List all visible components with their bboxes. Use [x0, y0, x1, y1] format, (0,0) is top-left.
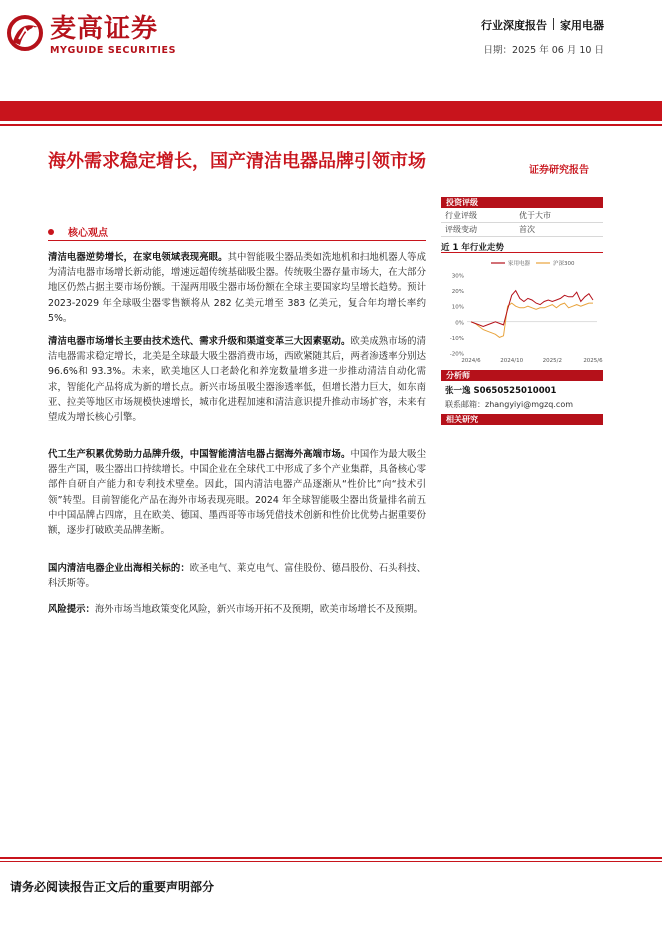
paragraph-text: 海外市场当地政策变化风险，新兴市场开拓不及预期，欧美市场增长不及预期。 — [94, 604, 424, 615]
brand-name-en: MYGUIDE SECURITIES — [50, 45, 177, 56]
analyst-name: 张一逸 S0650525010001 — [445, 386, 557, 396]
rating-value: 首次 — [519, 225, 535, 234]
paragraph-lead: 风险提示： — [48, 604, 95, 615]
x-tick-label: 2025/6 — [583, 358, 603, 364]
y-tick-label: 10% — [451, 304, 464, 311]
series-line — [471, 303, 593, 337]
y-tick-label: 0% — [455, 320, 464, 327]
report-type: 证券研究报告 — [529, 165, 589, 176]
paragraph-lead: 清洁电器逆势增长，在家电领域表现亮眼。 — [48, 252, 228, 263]
report-title: 海外需求稳定增长，国产清洁电器品牌引领市场 — [48, 151, 426, 172]
footer-rule — [0, 857, 662, 859]
rating-header: 投资评级 — [441, 197, 603, 208]
brand-logo-icon — [6, 15, 44, 51]
series-line — [471, 291, 593, 327]
paragraph-text: 欧圣电气、莱克电气、富佳股份、德昌股份、石头科技、科沃斯等。 — [48, 563, 426, 590]
paragraph-2 — [48, 334, 426, 425]
report-category-label: 行业深度报告 — [481, 19, 547, 32]
x-tick-label: 2024/6 — [461, 358, 481, 364]
paragraph-1 — [48, 250, 426, 326]
paragraph-5 — [48, 602, 426, 617]
legend-label: 家用电器 — [508, 261, 531, 267]
footer-rule-thin — [0, 861, 662, 862]
paragraph-3 — [48, 447, 426, 538]
rating-label: 评级变动 — [445, 225, 477, 234]
analyst-email: 联系邮箱：zhangyiyi@mgzq.com — [445, 400, 574, 409]
trend-chart-frame — [441, 252, 603, 376]
y-tick-label: 20% — [451, 289, 464, 296]
y-tick-label: -20% — [449, 351, 464, 358]
report-category — [481, 17, 604, 33]
trend-chart — [441, 253, 603, 375]
paragraph-lead: 清洁电器市场增长主要由技术迭代、需求升级和渠道变革三大因素驱动。 — [48, 336, 351, 347]
industry-label: 家用电器 — [560, 19, 604, 32]
paragraph-lead: 代工生产积累优势助力品牌升级，中国智能清洁电器占据海外高端市场。 — [48, 449, 351, 460]
analyst-header: 分析师 — [441, 370, 603, 381]
rating-value: 优于大市 — [519, 211, 551, 220]
y-tick-label: -10% — [449, 335, 464, 342]
legend-label: 沪深300 — [553, 261, 575, 267]
section-rule — [48, 240, 426, 241]
paragraph-text: 其中智能吸尘器品类如洗地机和扫地机器人等成为清洁电器市场增长新动能，增速远超传统基础吸尘器。传统吸尘器存量市场大，在大部分地区仍然占据主要市场份额。干湿两用吸尘器市场份额在全球主要国家均呈增长趋势。预计 2023-2029 年全球吸尘器零售额将从 282 亿美元增至 383 亿美元，复合年均增长率约 5%。 — [48, 252, 426, 324]
paragraph-text: 欧美成熟市场的清洁电器需求稳定增长，北美是全球最大吸尘器消费市场，西欧紧随其后，两者渗透率分别达 96.6%和 93.3%。未来，欧美地区人口老龄化和养宠数量增多进一步推动清洁自动化需求，智能化产品将成为新的增长点。新兴市场虽吸尘器渗透率低，但增长潜力巨大，如东南亚、拉美等地区市场规模快速增长，城市化进程加速和清洁意识提升推动市场扩容，未来有望成为增长核心引擎。 — [48, 336, 426, 424]
rating-row-industry — [441, 209, 603, 223]
x-tick-label: 2025/2 — [542, 358, 563, 364]
rating-row-change — [441, 223, 603, 237]
paragraph-lead: 国内清洁电器企业出海相关标的： — [48, 563, 190, 574]
brand-name-cn: 麦高证券 — [50, 14, 159, 44]
core-viewpoint-heading: 核心观点 — [68, 228, 108, 239]
bullet-icon — [48, 229, 54, 235]
rating-label: 行业评级 — [445, 211, 477, 220]
disclaimer-notice: 请务必阅读报告正文后的重要声明部分 — [10, 880, 215, 894]
paragraph-4 — [48, 561, 426, 591]
header-divider — [553, 18, 554, 30]
report-date: 日期：2025 年 06 月 10 日 — [483, 45, 604, 56]
header-band — [0, 101, 662, 121]
header-rule — [0, 124, 662, 126]
related-research-header: 相关研究 — [441, 414, 603, 425]
trend-title: 近 1 年行业走势 — [441, 243, 504, 253]
y-tick-label: 30% — [451, 273, 464, 280]
x-tick-label: 2024/10 — [500, 358, 524, 364]
paragraph-text: 中国作为最大吸尘器生产国，吸尘器出口持续增长。中国企业在全球代工中形成了多个产业集群，具备核心零部件自研自产能力和专利技术壁垒。因此，国内清洁电器产品逐渐从“性价比”向“技术引领”转型。目前智能化产品在海外市场表现亮眼。2024 年全球智能吸尘器出货量排名前五中中国品牌占四席，且在欧美、德国、墨西哥等市场凭借技术创新和性价比优势占据重要份额，逐步打破欧美品牌垄断。 — [48, 449, 426, 537]
